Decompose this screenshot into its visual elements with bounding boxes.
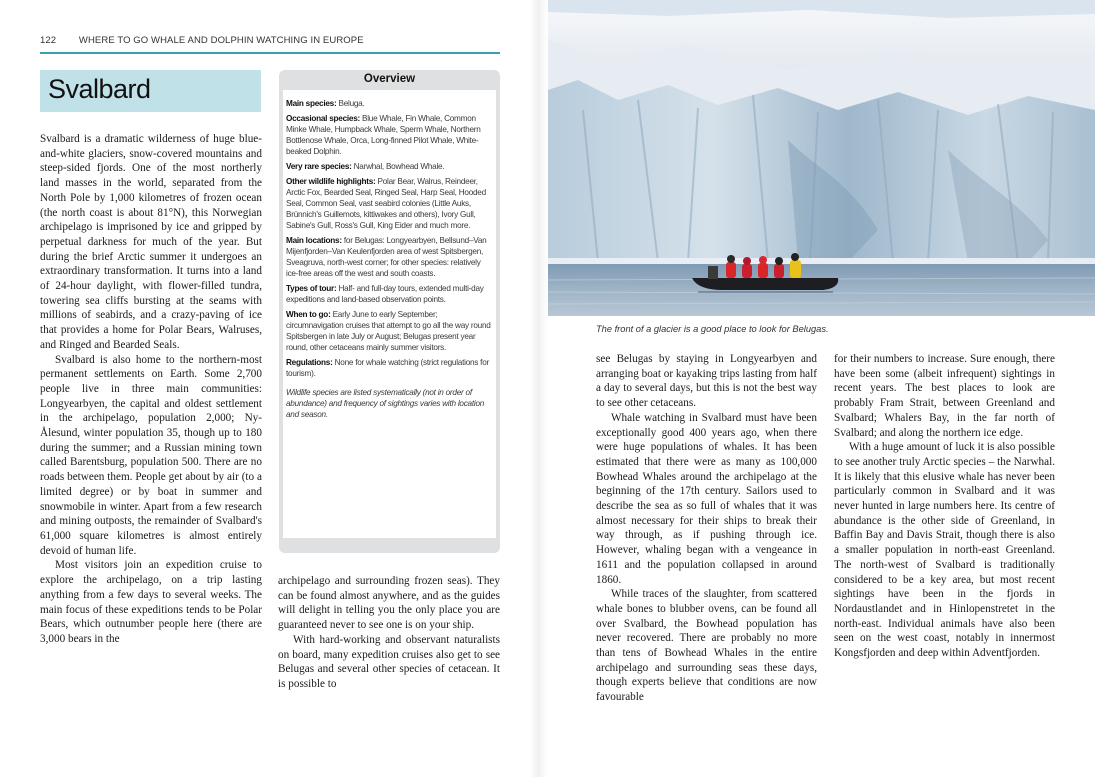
title-box xyxy=(40,70,261,112)
left-page xyxy=(0,0,530,777)
paragraph: Whale watching in Svalbard must have been exceptionally good 400 years ago, when there were huge populations of whales. It has been estimated that there were as many as 100,000 Bowhead Whales around the archipelago at the beginning of the 17th century. Sailors used to describe the sea as so full of whales that it was almost necessary for their ships to break their way through, as if pushing through ice. However, whaling began with a vengeance in 1611 and the population collapsed in around 1860. xyxy=(596,411,817,586)
overview-item: Regulations: None for whale watching (strict regulations for tourism). xyxy=(286,358,489,378)
paragraph: While traces of the slaughter, from scattered whale bones to blubber ovens, can be found all over Svalbard, the Bowhead population has never recovered. There are probably no more than tens of Bowhead Whales in the entire archipelago and surrounding seas these days, though experts believe that conditions are now favourable xyxy=(596,588,817,704)
overview-list xyxy=(286,98,494,424)
overview-heading: Overview xyxy=(363,73,416,85)
paragraph: Most visitors join an expedition cruise to explore the archipelago, on a trip lasting anything from a few days to several weeks. The main focus of these expeditions tends to be Polar Bears, which outnumber people here (there are 3,000 bears in the xyxy=(40,559,262,645)
overview-item: Main locations: for Belugas: Longyearbyen, Bellsund–Van Mijenfjorden–Van Keulenfjorden area of west Spitsbergen, Sveagruva, north-west corner; for other species: relatively ice-free areas off the west and south coasts. xyxy=(286,236,487,278)
glacier-illustration xyxy=(548,0,1095,316)
overview-item: Very rare species: Narwhal, Bowhead Whale. xyxy=(286,162,445,171)
overview-item: Main species: Beluga. xyxy=(286,99,365,108)
page-title: Svalbard xyxy=(48,74,151,104)
running-head xyxy=(40,35,364,46)
header-rule xyxy=(40,52,500,54)
paragraph: With hard-working and observant naturalists on board, many expedition cruises also get to see Belugas and several other species of cetacean. It is possible to xyxy=(278,633,500,690)
body-column-4 xyxy=(834,352,1055,661)
glacier-photo xyxy=(548,0,1095,316)
body-column-3 xyxy=(596,352,817,705)
body-column-1 xyxy=(40,132,262,647)
paragraph: Svalbard is also home to the northern-most permanent settlements on Earth. Some 2,700 people live in three main communities: Longyearbyen, the capital and oldest settlement in the archipelago, population 2,000; Ny-Ålesund, winter population 35, though up to 180 during the summer; and a Russian mining town called Barentsburg, population 500. There are no roads between them. People get about by air (to a limited degree) or by boat in summer and snowmobile in winter. Apart from a few research and mining outposts, the remainder of Svalbard's 61,000 square kilometres is almost entirely devoid of human life. xyxy=(40,353,262,557)
paragraph: for their numbers to increase. Sure enough, there have been some (albeit infrequent) sightings in recent years. The best places to look are probably Fram Strait, between Greenland and Svalbard; Whalers Bay, in the far north of Svalbard; and along the northern ice edge. xyxy=(834,353,1055,439)
overview-box xyxy=(279,70,500,553)
overview-item: Types of tour: Half- and full-day tours, extended multi-day expeditions and land-based observation points. xyxy=(286,284,484,304)
book-gutter xyxy=(530,0,548,777)
body-column-2 xyxy=(278,574,500,692)
overview-item: Occasional species: Blue Whale, Fin Whale, Common Minke Whale, Humpback Whale, Sperm Whale, Northern Bottlenose Whale, Orca, Long-finned Pilot Whale, White-beaked Dolphin. xyxy=(286,114,481,156)
photo-caption: The front of a glacier is a good place to look for Belugas. xyxy=(596,324,829,334)
paragraph: archipelago and surrounding frozen seas). They can be found almost anywhere, and as the guides will delight in telling you the only place you are guaranteed never to see one is on your ship. xyxy=(278,575,500,632)
page-number: 122 xyxy=(40,35,57,46)
overview-note: Wildlife species are listed systematically (not in order of abundance) and frequency of sightings varies with location and season. xyxy=(286,388,485,419)
paragraph: With a huge amount of luck it is also possible to see another truly Arctic species – the Narwhal. It is likely that this elusive whale has never been particularly common in Svalbard and it was never hunted in large numbers here. Its centre of abundance is the other side of Greenland, in Baffin Bay and Davis Strait, though there is also a smaller population in north-east Greenland. The north-west of Svalbard is traditionally considered to be a key area, but most recent sightings have been in the fjords in Nordaustlandet and in Hinlopenstretet in the north-east. Individual animals have also been seen on the west coast, notably in innermost Kongsfjorden and deep within Adventfjorden. xyxy=(834,441,1055,660)
overview-item: When to go: Early June to early September; circumnavigation cruises that attempt to go all the way round Spitsbergen in late July or August; Belugas present year round, other cetaceans mainly summer visitors. xyxy=(286,310,491,352)
overview-item: Other wildlife highlights: Polar Bear, Walrus, Reindeer, Arctic Fox, Bearded Seal, Ringed Seal, Harp Seal, Hooded Seal, Common Seal, vast seabird colonies (Little Auks, Brünnich's Guillemots, kittiwakes and others), Ivory Gull, Sabine's Gull, Ross's Gull, King Eider and much more. xyxy=(286,177,486,230)
paragraph: Svalbard is a dramatic wilderness of huge blue-and-white glaciers, snow-covered mountains and steep-sided fjords. One of the most northerly land masses in the world, separated from the North Pole by 1,000 kilometres of frozen ocean (the north coast is about 81°N), this Norwegian archipelago is imprisoned by ice and gripped by perpetual darkness for much of the year. But during the brief Arctic summer it undergoes an extraordinary transformation. It turns into a land of 24-hour daylight, with flower-filled tundra, towering sea cliffs bursting at the seams with millions of seabirds, and a crazy-paving of ice that provides a home for Polar Bears, Walruses, and Ringed and Bearded Seals. xyxy=(40,133,262,351)
book-title: WHERE TO GO WHALE AND DOLPHIN WATCHING IN EUROPE xyxy=(78,35,364,46)
paragraph: see Belugas by staying in Longyearbyen and arranging boat or kayaking trips lasting from half a day to several days, but this is not the best way to see other cetaceans. xyxy=(596,353,817,410)
